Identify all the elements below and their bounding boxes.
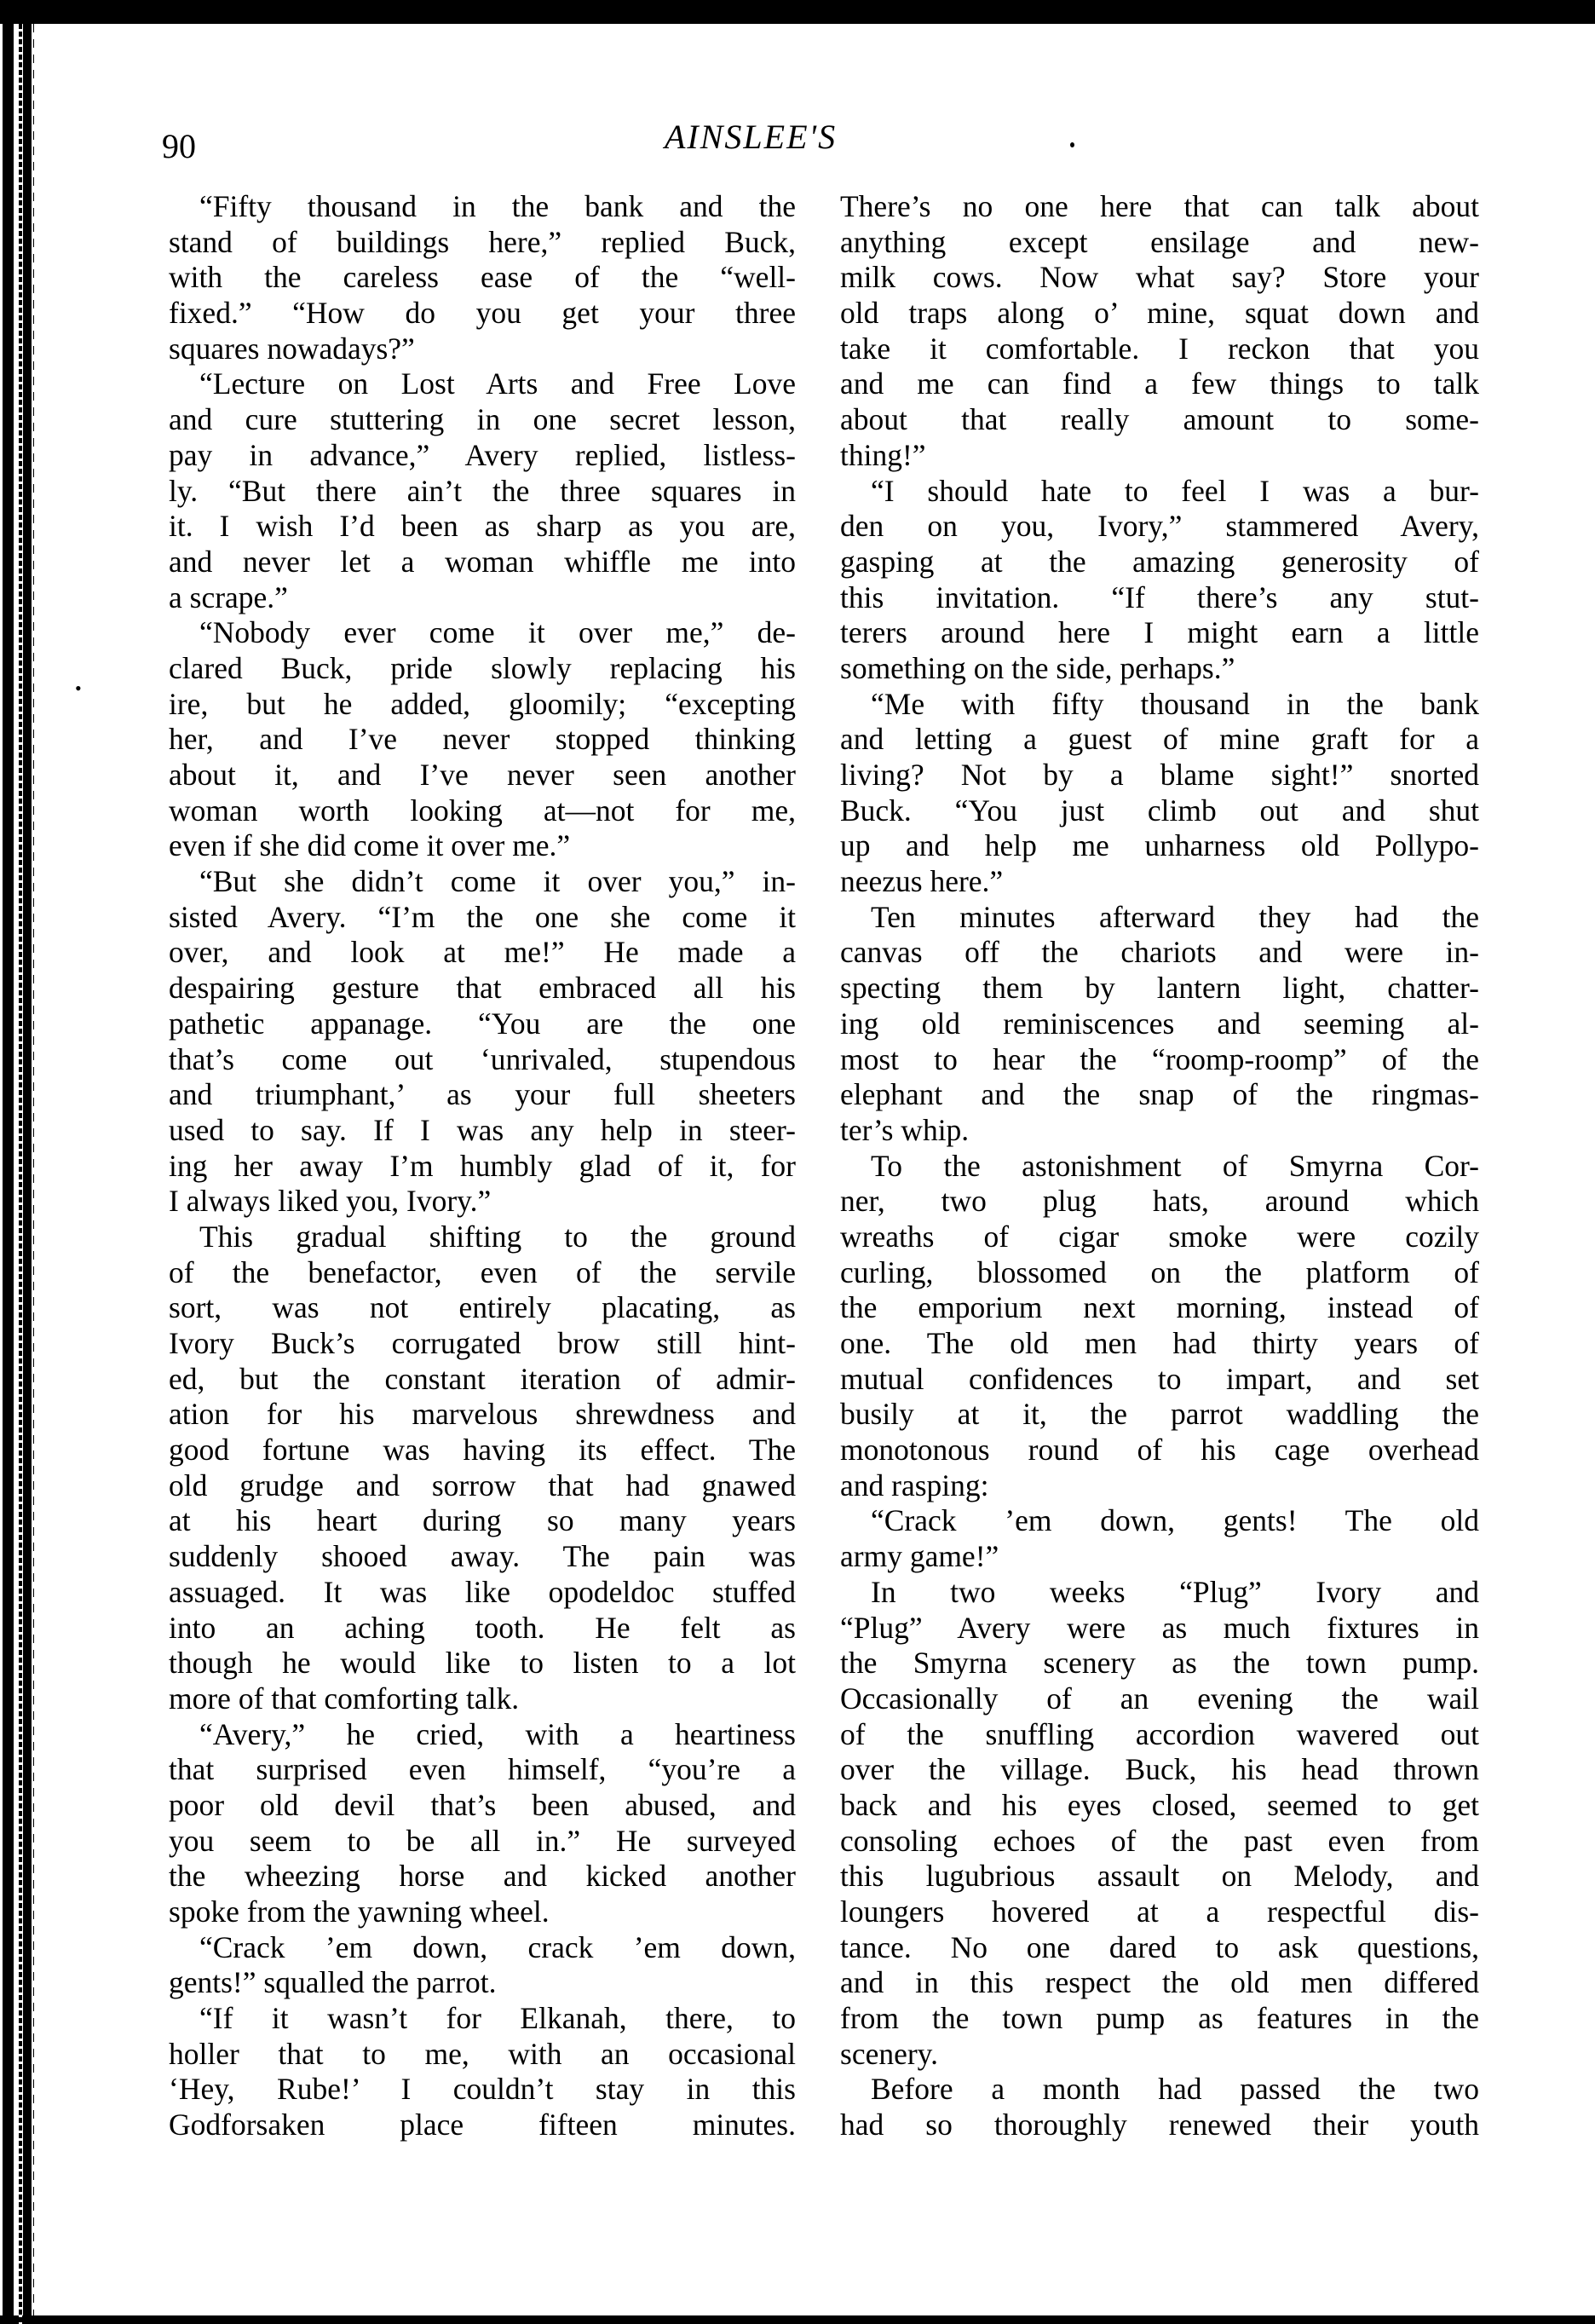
text-line: of the benefactor, even of the servile — [169, 1254, 796, 1289]
text-line: gasping at the amazing generosity of — [840, 544, 1479, 579]
text-line: and rasping: — [840, 1468, 989, 1502]
text-line: ire, but he added, gloomily; “excepting — [169, 686, 796, 721]
text-line: “Crack ’em down, gents! The old — [871, 1503, 1479, 1538]
text-line: Before a month had passed the two — [871, 2072, 1479, 2107]
text-line: and letting a guest of mine graft for a — [840, 722, 1479, 757]
text-line: “Avery,” he cried, with a heartiness — [199, 1716, 796, 1751]
text-line: busily at it, the parrot waddling the — [840, 1397, 1479, 1432]
text-line: something on the side, perhaps.” — [840, 650, 1235, 685]
text-line: ‘Hey, Rube!’ I couldn’t stay in this — [169, 2072, 796, 2107]
text-line: this invitation. “If there’s any stut- — [840, 580, 1479, 614]
text-line: In two weeks “Plug” Ivory and — [871, 1574, 1479, 1609]
text-line: ner, two plug hats, around which — [840, 1184, 1479, 1219]
text-line: you seem to be all in.” He surveyed — [169, 1823, 796, 1858]
text-line: over, and look at me!” He made a — [169, 935, 796, 970]
text-line: good fortune was having its effect. The — [169, 1433, 796, 1468]
text-line: of the snuffling accordion wavered out — [840, 1716, 1479, 1751]
text-line: suddenly shooed away. The pain was — [169, 1539, 796, 1574]
text-line: This gradual shifting to the ground — [199, 1219, 796, 1254]
text-line: this lugubrious assault on Melody, and — [840, 1859, 1479, 1894]
print-speck — [1070, 142, 1074, 147]
text-line: it. I wish I’d been as sharp as you are, — [169, 509, 796, 544]
text-line: and me can find a few things to talk — [840, 366, 1479, 401]
text-column-left — [169, 189, 796, 2143]
text-line: holler that to me, with an occasional — [169, 2036, 796, 2071]
text-column-right — [840, 189, 1479, 2143]
text-line: at his heart during so many years — [169, 1503, 796, 1538]
text-line: had so thoroughly renewed their youth — [840, 2108, 1479, 2142]
text-line: more of that comforting talk. — [169, 1681, 520, 1716]
running-title: AINSLEE'S — [665, 118, 838, 156]
text-line: assuaged. It was like opodeldoc stuffed — [169, 1574, 796, 1609]
text-line: “I should hate to feel I was a bur- — [871, 473, 1479, 508]
text-line: wreaths of cigar smoke were cozily — [840, 1219, 1479, 1254]
scan-bottom-border — [0, 2315, 1595, 2324]
text-line: army game!” — [840, 1539, 999, 1574]
text-line: living? Not by a blame sight!” snorted — [840, 758, 1479, 792]
text-line: woman worth looking at—not for me, — [169, 793, 796, 828]
text-line: with the careless ease of the “well- — [169, 260, 796, 295]
text-line: take it comfortable. I reckon that you — [840, 331, 1479, 366]
text-line: “Me with fifty thousand in the bank — [871, 686, 1479, 721]
text-line: I always liked you, Ivory.” — [169, 1184, 492, 1219]
text-line: into an aching tooth. He felt as — [169, 1610, 796, 1645]
text-line: “If it wasn’t for Elkanah, there, to — [199, 2001, 796, 2036]
text-line: To the astonishment of Smyrna Cor- — [871, 1148, 1479, 1183]
text-line: spoke from the yawning wheel. — [169, 1894, 550, 1929]
text-line: “Lecture on Lost Arts and Free Love — [199, 366, 796, 401]
text-line: elephant and the snap of the ringmas- — [840, 1077, 1479, 1112]
text-line: canvas off the chariots and were in- — [840, 935, 1479, 970]
text-line: fixed.” “How do you get your three — [169, 296, 796, 331]
text-line: pathetic appanage. “You are the one — [169, 1006, 796, 1041]
text-line: about it, and I’ve never seen another — [169, 758, 796, 792]
text-line: the Smyrna scenery as the town pump. — [840, 1646, 1479, 1681]
text-line: her, and I’ve never stopped thinking — [169, 722, 796, 757]
text-line: Godforsaken place fifteen minutes. — [169, 2108, 796, 2142]
binding-bar — [3, 24, 14, 2324]
text-line: “Crack ’em down, crack ’em down, — [199, 1929, 796, 1964]
binding-bar — [19, 24, 22, 2324]
text-line: and cure stuttering in one secret lesson, — [169, 402, 796, 437]
binding-bar — [33, 24, 34, 2324]
text-line: old traps along o’ mine, squat down and — [840, 296, 1479, 331]
text-line: over the village. Buck, his head thrown — [840, 1752, 1479, 1787]
text-line: gents!” squalled the parrot. — [169, 1965, 497, 2000]
text-line: mutual confidences to impart, and set — [840, 1361, 1479, 1396]
text-line: ing old reminiscences and seeming al- — [840, 1006, 1479, 1041]
text-line: terers around here I might earn a little — [840, 615, 1479, 650]
text-line: Ivory Buck’s corrugated brow still hint- — [169, 1326, 796, 1360]
text-line: loungers hovered at a respectful dis- — [840, 1894, 1479, 1929]
text-line: den on you, Ivory,” stammered Avery, — [840, 509, 1479, 544]
text-line: one. The old men had thirty years of — [840, 1326, 1479, 1360]
text-line: thing!” — [840, 437, 926, 472]
text-line: that surprised even himself, “you’re a — [169, 1752, 796, 1787]
text-line: ed, but the constant iteration of admir- — [169, 1361, 796, 1396]
text-line: a scrape.” — [169, 580, 288, 614]
text-line: the emporium next morning, instead of — [840, 1290, 1479, 1325]
text-line: specting them by lantern light, chatter- — [840, 971, 1479, 1006]
text-line: even if she did come it over me.” — [169, 828, 571, 863]
text-line: sisted Avery. “I’m the one she come it — [169, 899, 796, 934]
text-line: though he would like to listen to a lot — [169, 1646, 796, 1681]
scan-top-border — [0, 0, 1595, 24]
text-line: and triumphant,’ as your full sheeters — [169, 1077, 796, 1112]
text-line: ly. “But there ain’t the three squares in — [169, 473, 796, 508]
text-line: from the town pump as features in the — [840, 2001, 1479, 2036]
text-line: There’s no one here that can talk about — [840, 189, 1479, 223]
binding-bar — [23, 24, 32, 2324]
text-line: back and his eyes closed, seemed to get — [840, 1787, 1479, 1822]
text-line: scenery. — [840, 2036, 938, 2071]
page-number: 90 — [162, 127, 196, 165]
text-line: and never let a woman whiffle me into — [169, 544, 796, 579]
text-line: anything except ensilage and new- — [840, 224, 1479, 259]
text-line: clared Buck, pride slowly replacing his — [169, 650, 796, 685]
text-line: stand of buildings here,” replied Buck, — [169, 224, 796, 259]
text-line: despairing gesture that embraced all his — [169, 971, 796, 1006]
text-line: about that really amount to some- — [840, 402, 1479, 437]
text-line: pay in advance,” Avery replied, listless- — [169, 437, 796, 472]
text-line: Occasionally of an evening the wail — [840, 1681, 1479, 1716]
text-line: “Plug” Avery were as much fixtures in — [840, 1610, 1479, 1645]
text-line: old grudge and sorrow that had gnawed — [169, 1468, 796, 1502]
text-line: curling, blossomed on the platform of — [840, 1254, 1479, 1289]
text-line: squares nowadays?” — [169, 331, 415, 366]
text-line: milk cows. Now what say? Store your — [840, 260, 1479, 295]
text-line: Buck. “You just climb out and shut — [840, 793, 1479, 828]
text-line: ation for his marvelous shrewdness and — [169, 1397, 796, 1432]
text-line: consoling echoes of the past even from — [840, 1823, 1479, 1858]
text-line: tance. No one dared to ask questions, — [840, 1929, 1479, 1964]
text-line: ter’s whip. — [840, 1112, 970, 1147]
text-line: “Fifty thousand in the bank and the — [199, 189, 796, 223]
book-binding-edge — [0, 24, 37, 2324]
text-line: monotonous round of his cage overhead — [840, 1433, 1479, 1468]
text-line: “Nobody ever come it over me,” de- — [199, 615, 796, 650]
text-line: up and help me unharness old Pollypo- — [840, 828, 1479, 863]
text-line: the wheezing horse and kicked another — [169, 1859, 796, 1894]
text-line: that’s come out ‘unrivaled, stupendous — [169, 1041, 796, 1076]
text-line: and in this respect the old men differed — [840, 1965, 1479, 2000]
text-line: “But she didn’t come it over you,” in- — [199, 864, 796, 899]
text-line: ing her away I’m humbly glad of it, for — [169, 1148, 796, 1183]
text-line: Ten minutes afterward they had the — [871, 899, 1479, 934]
text-line: most to hear the “roomp-roomp” of the — [840, 1041, 1479, 1076]
text-line: poor old devil that’s been abused, and — [169, 1787, 796, 1822]
margin-mark: • — [75, 678, 82, 699]
text-line: neezus here.” — [840, 864, 1004, 899]
text-line: sort, was not entirely placating, as — [169, 1290, 796, 1325]
text-line: used to say. If I was any help in steer- — [169, 1112, 796, 1147]
